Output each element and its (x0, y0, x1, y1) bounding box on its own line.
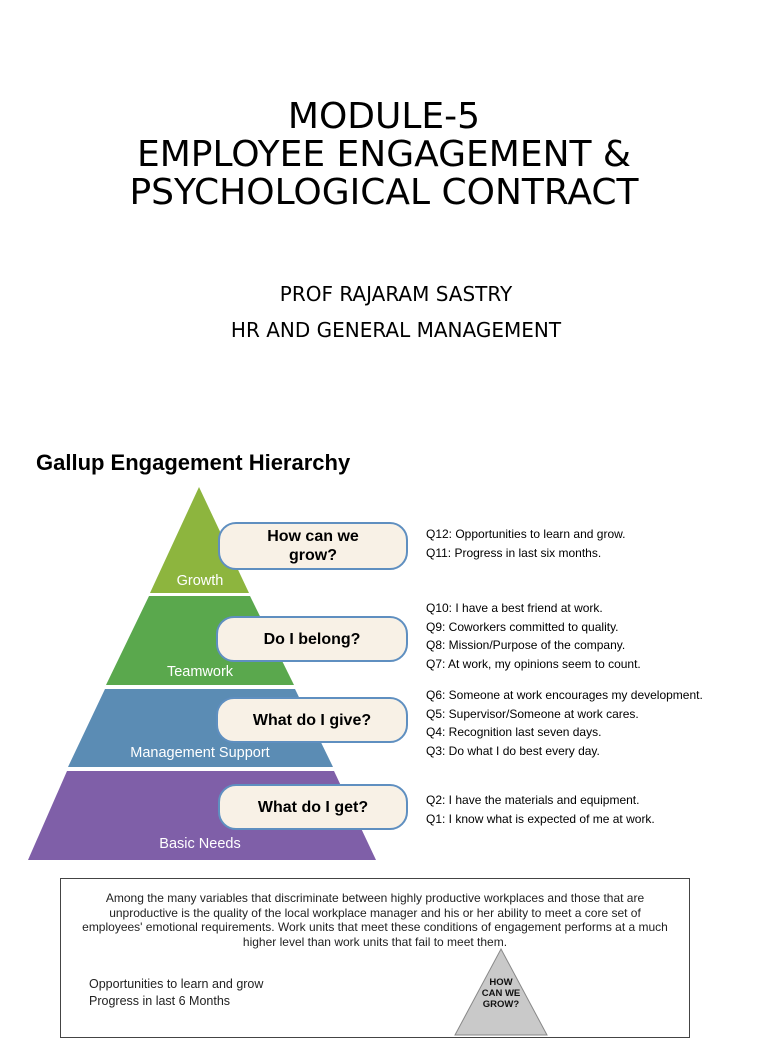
figure-heading: Gallup Engagement Hierarchy (36, 450, 351, 475)
mini-pyramid-label (463, 977, 539, 1010)
questions-basic (426, 791, 655, 828)
title-line-3: PSYCHOLOGICAL CONTRACT (129, 172, 639, 213)
question-item: Q3: Do what I do best every day. (426, 743, 600, 758)
question-item: Q8: Mission/Purpose of the company. (426, 638, 626, 652)
question-item: Q11: Progress in last six months. (426, 545, 602, 560)
excerpt-line-1: Opportunities to learn and grow (89, 977, 264, 991)
author-name: PROF RAJARAM SASTRY (279, 282, 513, 306)
excerpt-paragraph: Among the many variables that discriminate between highly productive workplaces and those that are unproductive is the quality of the local workplace manager and his or her ability to meet a core set of employees' emotional requirements. Work units that meet these conditions of engagement performs at a much higher level than work units that fail to meet them. (82, 891, 668, 949)
question-item: Q5: Supervisor/Someone at work cares. (426, 706, 639, 721)
question-item: Q10: I have a best friend at work. (426, 601, 603, 615)
bubble-text-line: Do I belong? (263, 630, 361, 648)
bubble-how-can-we-grow (218, 522, 408, 570)
department: HR AND GENERAL MANAGEMENT (230, 318, 562, 342)
question-item: Q1: I know what is expected of me at work. (426, 811, 655, 826)
question-item: Q2: I have the materials and equipment. (426, 793, 640, 807)
questions-management (426, 686, 703, 760)
question-item: Q9: Coworkers committed to quality. (426, 619, 619, 634)
questions-growth (426, 525, 625, 562)
mini-label-line: GROW? (482, 999, 520, 1010)
excerpt-line-2: Progress in last 6 Months (89, 994, 231, 1008)
bubble-text-line: How can we (267, 528, 359, 545)
tier-label-growth: Growth (176, 573, 224, 589)
bubble-text-line: What do I get? (257, 798, 369, 816)
tier-label-management: Management Support (130, 745, 270, 761)
tier-label-basic: Basic Needs (159, 836, 241, 852)
slide-title (0, 98, 768, 212)
questions-teamwork (426, 599, 641, 673)
question-item: Q7: At work, my opinions seem to count. (426, 656, 641, 671)
question-item: Q4: Recognition last seven days. (426, 725, 602, 739)
question-item: Q12: Opportunities to learn and grow. (426, 527, 626, 541)
bubble-text-line: What do I give? (252, 711, 372, 729)
bubble-text-line: grow? (288, 547, 337, 564)
excerpt-box (60, 878, 690, 1038)
title-line-2: EMPLOYEE ENGAGEMENT & (136, 134, 632, 175)
title-line-1: MODULE-5 (287, 96, 481, 137)
mini-label-line: HOW (489, 977, 513, 988)
mini-label-line: CAN WE (481, 988, 521, 999)
tier-label-teamwork: Teamwork (166, 664, 234, 680)
bubble-what-do-i-give (216, 697, 408, 743)
bubble-what-do-i-get (218, 784, 408, 830)
bubble-do-i-belong (216, 616, 408, 662)
question-item: Q6: Someone at work encourages my development. (426, 688, 703, 702)
